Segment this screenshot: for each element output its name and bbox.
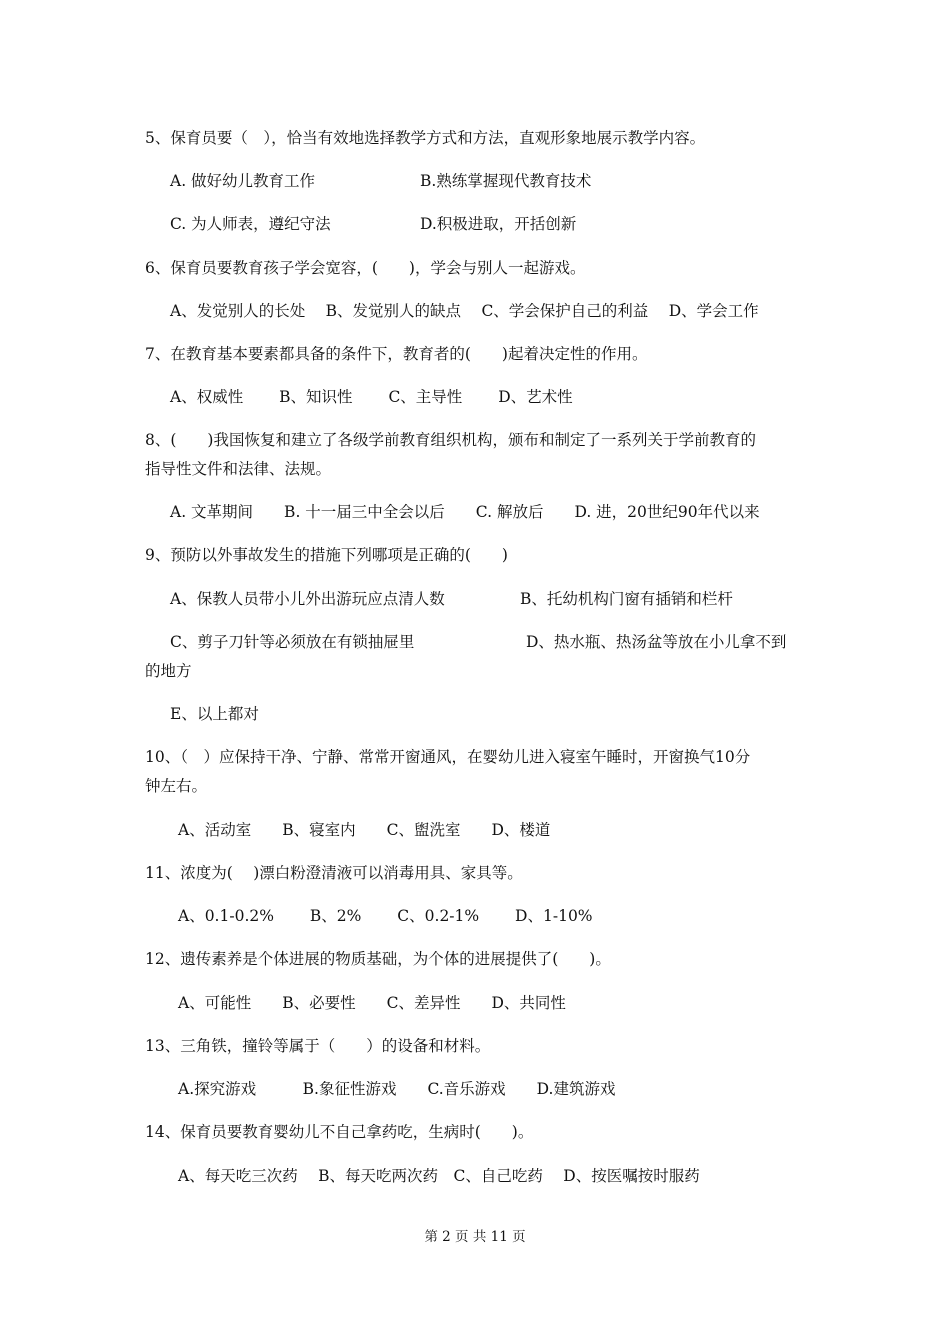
question-5-option-a: A. 做好幼儿教育工作 [170,172,316,190]
question-7-options: A、权威性 B、知识性 C、主导性 D、艺术性 [170,388,573,406]
question-11-stem: 11、浓度为( )漂白粉澄清液可以消毒用具、家具等。 [145,864,523,882]
question-7-stem: 7、在教育基本要素都具备的条件下，教育者的( )起着决定性的作用。 [145,345,648,363]
question-8-options: A. 文革期间 B. 十一届三中全会以后 C. 解放后 D. 进，20世纪90年代以来 [170,503,760,521]
question-8-stem-line-1: 8、( )我国恢复和建立了各级学前教育组织机构，颁布和制定了一系列关于学前教育的 [145,431,756,449]
question-11-options: A、0.1-0.2% B、2% C、0.2-1% D、1-10% [178,907,593,925]
question-9-option-c: C、剪子刀针等必须放在有锁抽屉里 [170,633,415,651]
question-9-option-a: A、保教人员带小儿外出游玩应点清人数 [170,590,445,608]
question-5-option-b: B.熟练掌握现代教育技术 [420,172,592,190]
question-10-options: A、活动室 B、寝室内 C、盥洗室 D、楼道 [178,821,551,839]
question-8-stem-line-2: 指导性文件和法律、法规。 [145,460,332,478]
question-5-option-c: C. 为人师表，遵纪守法 [170,215,331,233]
question-13-stem: 13、三角铁，撞铃等属于（ ）的设备和材料。 [145,1037,491,1055]
question-9-option-d: D、热水瓶、热汤盆等放在小儿拿不到 [526,633,787,651]
question-9-stem: 9、预防以外事故发生的措施下列哪项是正确的( ) [145,546,508,564]
question-12-options: A、可能性 B、必要性 C、差异性 D、共同性 [178,994,566,1012]
question-14-options: A、每天吃三次药 B、每天吃两次药 C、自己吃药 D、按医嘱按时服药 [178,1167,700,1185]
question-14-stem: 14、保育员要教育婴幼儿不自己拿药吃，生病时( )。 [145,1123,534,1141]
question-10-stem-line-2: 钟左右。 [145,777,208,795]
question-9-option-e: E、以上都对 [170,705,259,723]
question-6-options: A、发觉别人的长处 B、发觉别人的缺点 C、学会保护自己的利益 D、学会工作 [170,302,759,320]
question-10-stem-line-1: 10、（ ）应保持干净、宁静、常常开窗通风，在婴幼儿进入寝室午睡时，开窗换气10分 [145,748,751,766]
question-5-option-d: D.积极进取，开括创新 [420,215,577,233]
question-5-stem: 5、保育员要（ ），恰当有效地选择教学方式和方法，直观形象地展示教学内容。 [145,129,706,147]
question-6-stem: 6、保育员要教育孩子学会宽容，( )，学会与别人一起游戏。 [145,259,586,277]
page-number-footer: 第 2 页 共 11 页 [424,1229,526,1245]
question-13-options: A.探究游戏 B.象征性游戏 C.音乐游戏 D.建筑游戏 [178,1080,616,1098]
question-12-stem: 12、遗传素养是个体进展的物质基础，为个体的进展提供了( )。 [145,950,611,968]
question-9-option-d-continued: 的地方 [145,662,192,680]
question-9-option-b: B、托幼机构门窗有插销和栏杆 [520,590,733,608]
